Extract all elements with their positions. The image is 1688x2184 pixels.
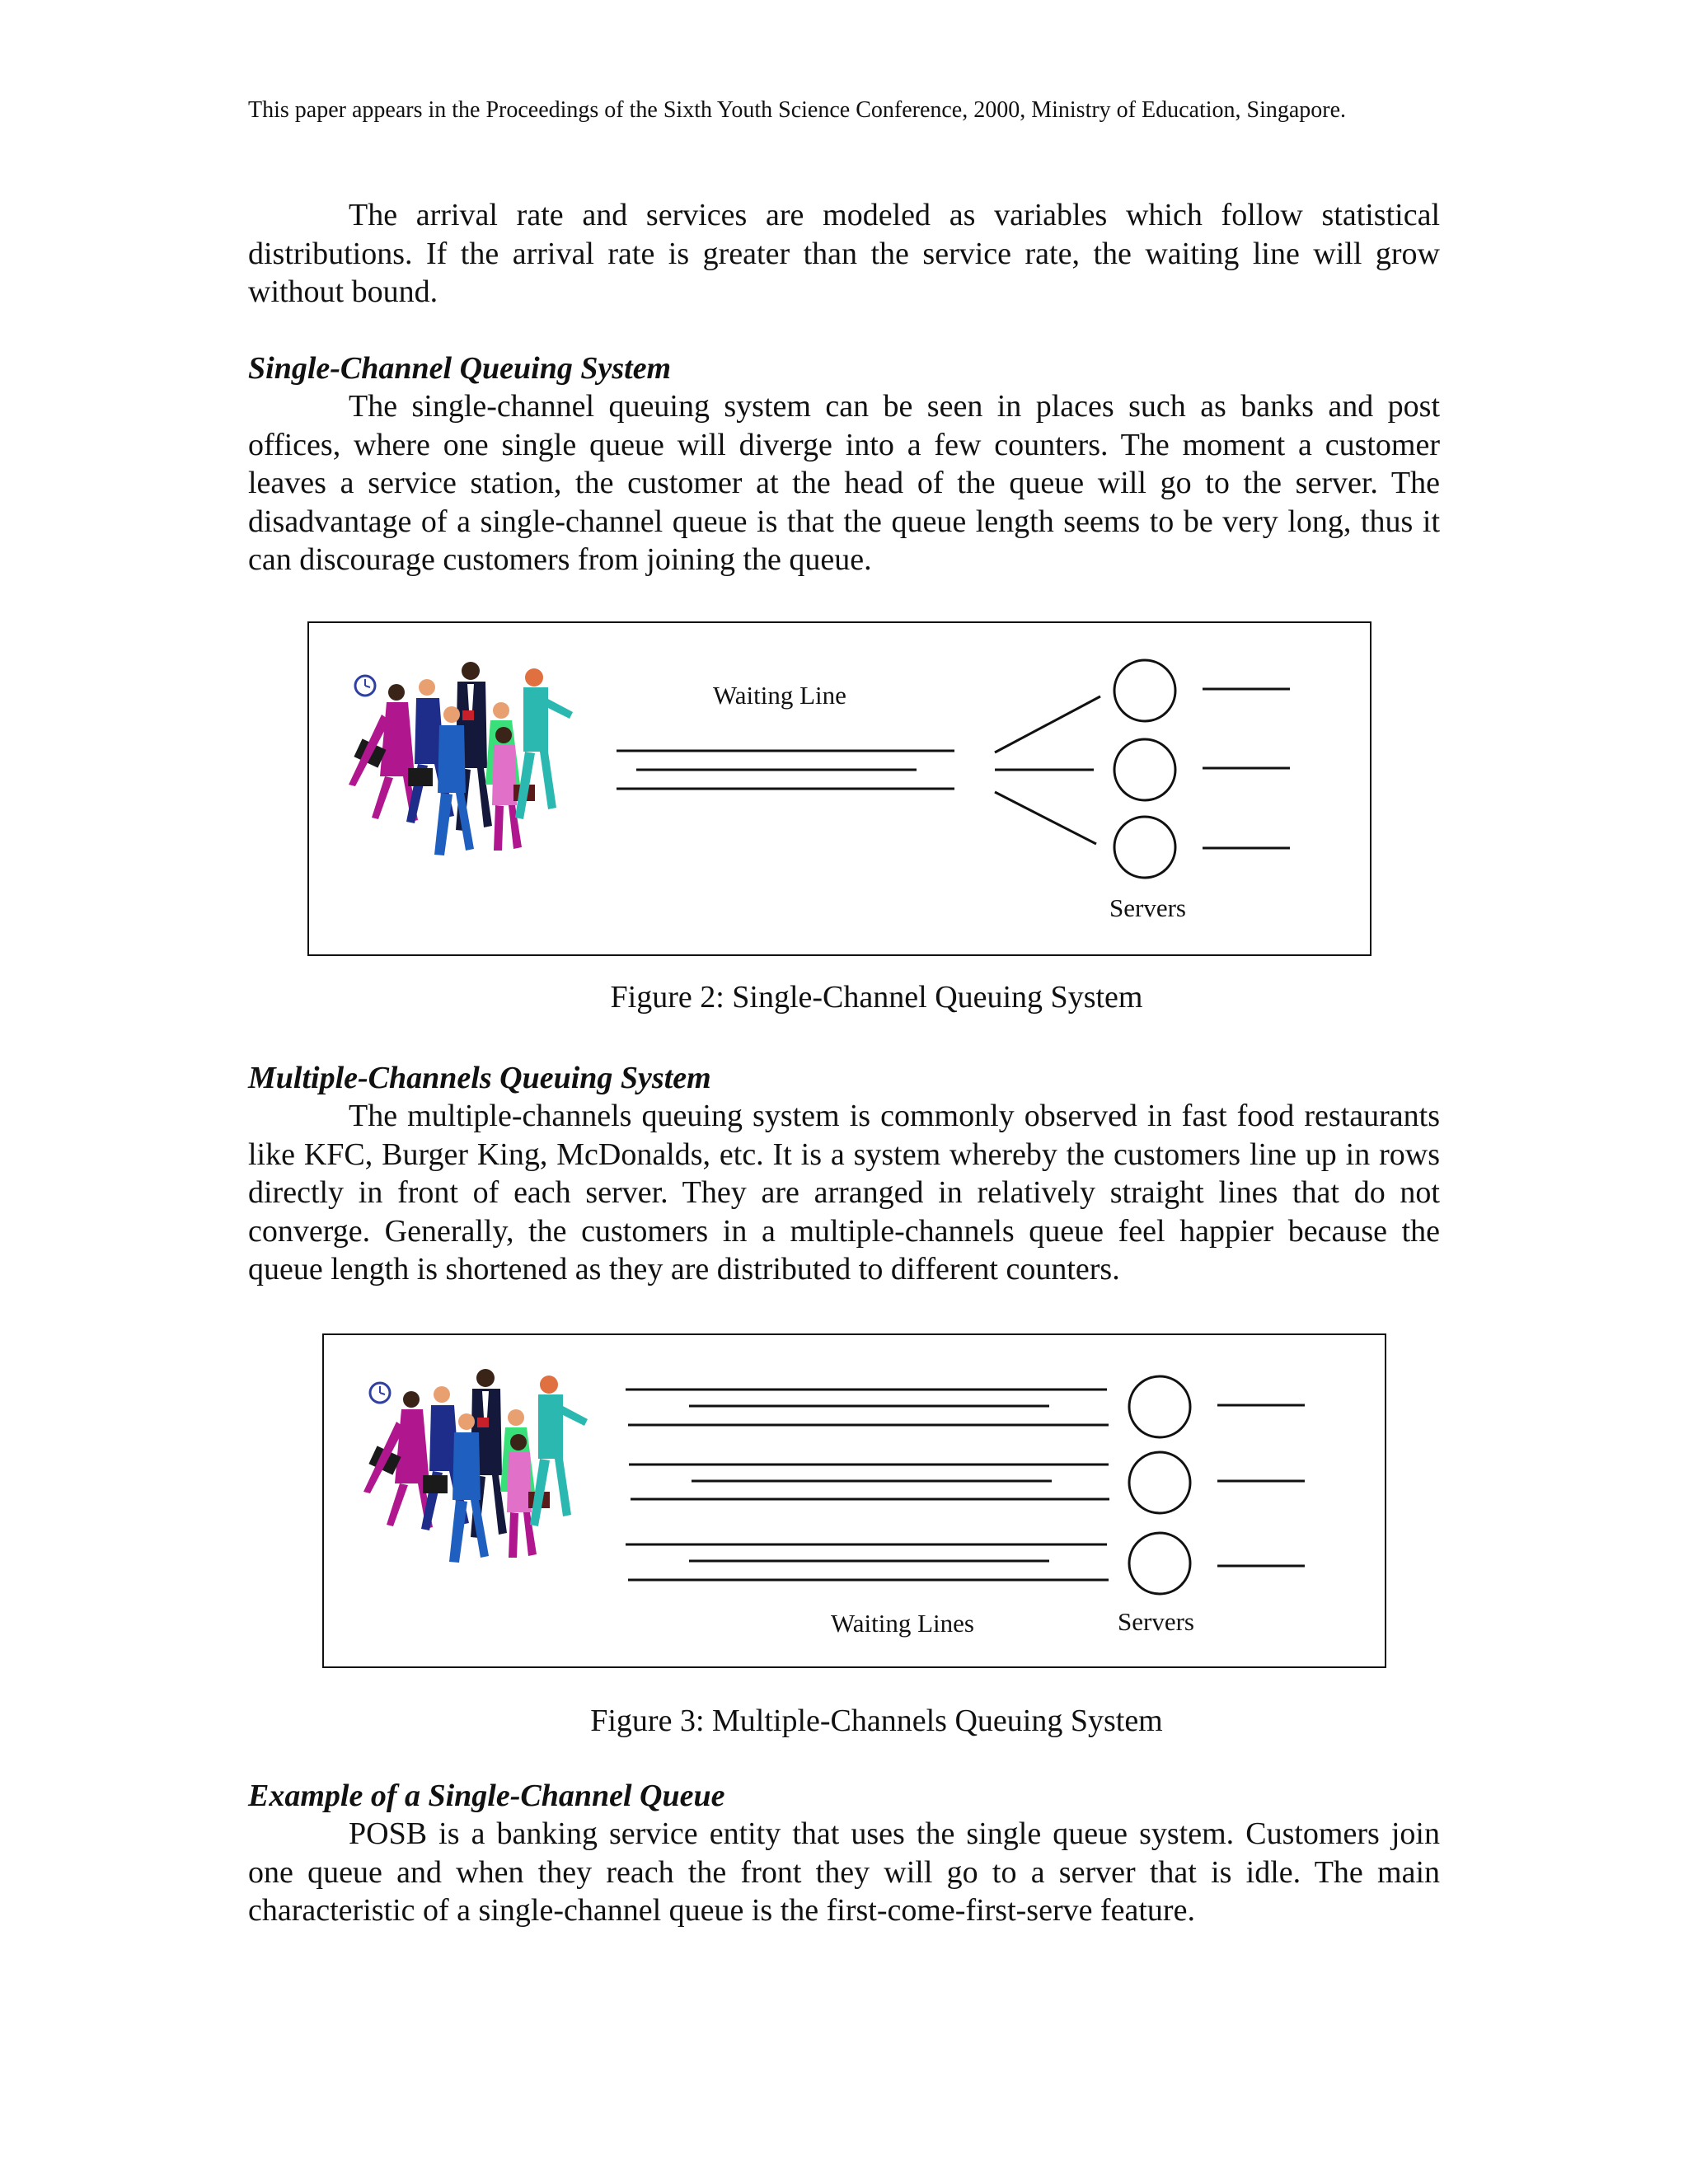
figure-2-single-channel <box>307 621 1372 956</box>
server-circle-2 <box>1114 739 1175 800</box>
server-circle-1 <box>1129 1376 1190 1437</box>
example-paragraph: POSB is a banking service entity that uses the single queue system. Customers join one queue and when they reach the front they will go to a server that is idle. The main characteristic of a single-channel queue is the first-come-first-serve feature. <box>248 1816 1440 1928</box>
intro-paragraph: The arrival rate and services are modeled as variables which follow statistical distributions. If the arrival rate is greater than the service rate, the waiting line will grow without bound. <box>248 198 1440 309</box>
servers-label: Servers <box>1118 1607 1194 1636</box>
server-circle-3 <box>1129 1533 1190 1594</box>
server-circle-2 <box>1129 1452 1190 1513</box>
server-circle-3 <box>1114 817 1175 878</box>
figure-2-caption: Figure 2: Single-Channel Queuing System <box>610 980 1143 1015</box>
crowd-of-people-illustration <box>332 653 579 867</box>
section-heading-multiple-channels: Multiple-Channels Queuing System <box>248 1061 711 1095</box>
servers-label: Servers <box>1109 893 1186 922</box>
diverge-line-lower <box>995 792 1096 844</box>
figure-3-caption: Figure 3: Multiple-Channels Queuing System <box>590 1704 1163 1738</box>
server-circle-1 <box>1114 660 1175 721</box>
section-heading-example: Example of a Single-Channel Queue <box>248 1779 725 1813</box>
waiting-line-label: Waiting Line <box>713 681 846 710</box>
page-header: This paper appears in the Proceedings of the Sixth Youth Science Conference, 2000, Ministry of Education, Singapore. <box>248 97 1347 123</box>
single-channel-paragraph: The single-channel queuing system can be seen in places such as banks and post offices, where one single queue will diverge into a few counters. The moment a customer leaves a service station, the customer at the head of the queue will go to the server. The disadvantage of a single-channel queue is that the queue length seems to be very long, thus it can discourage customers from joining the queue. <box>248 389 1440 577</box>
crowd-of-people-illustration <box>347 1360 594 1574</box>
diverge-line-upper <box>995 696 1100 752</box>
waiting-lines-label: Waiting Lines <box>831 1609 974 1638</box>
multiple-channels-paragraph: The multiple-channels queuing system is commonly observed in fast food restaurants like KFC, Burger King, McDonalds, etc. It is a system whereby the customers line up in rows directly in front of each server. They are arranged in relatively straight lines that do not converge. Generally, the customers in a multiple-channels queue feel happier because the queue length is shortened as they are distributed to different counters. <box>248 1099 1440 1286</box>
section-heading-single-channel: Single-Channel Queuing System <box>248 351 672 386</box>
figure-3-multiple-channels <box>322 1333 1386 1668</box>
